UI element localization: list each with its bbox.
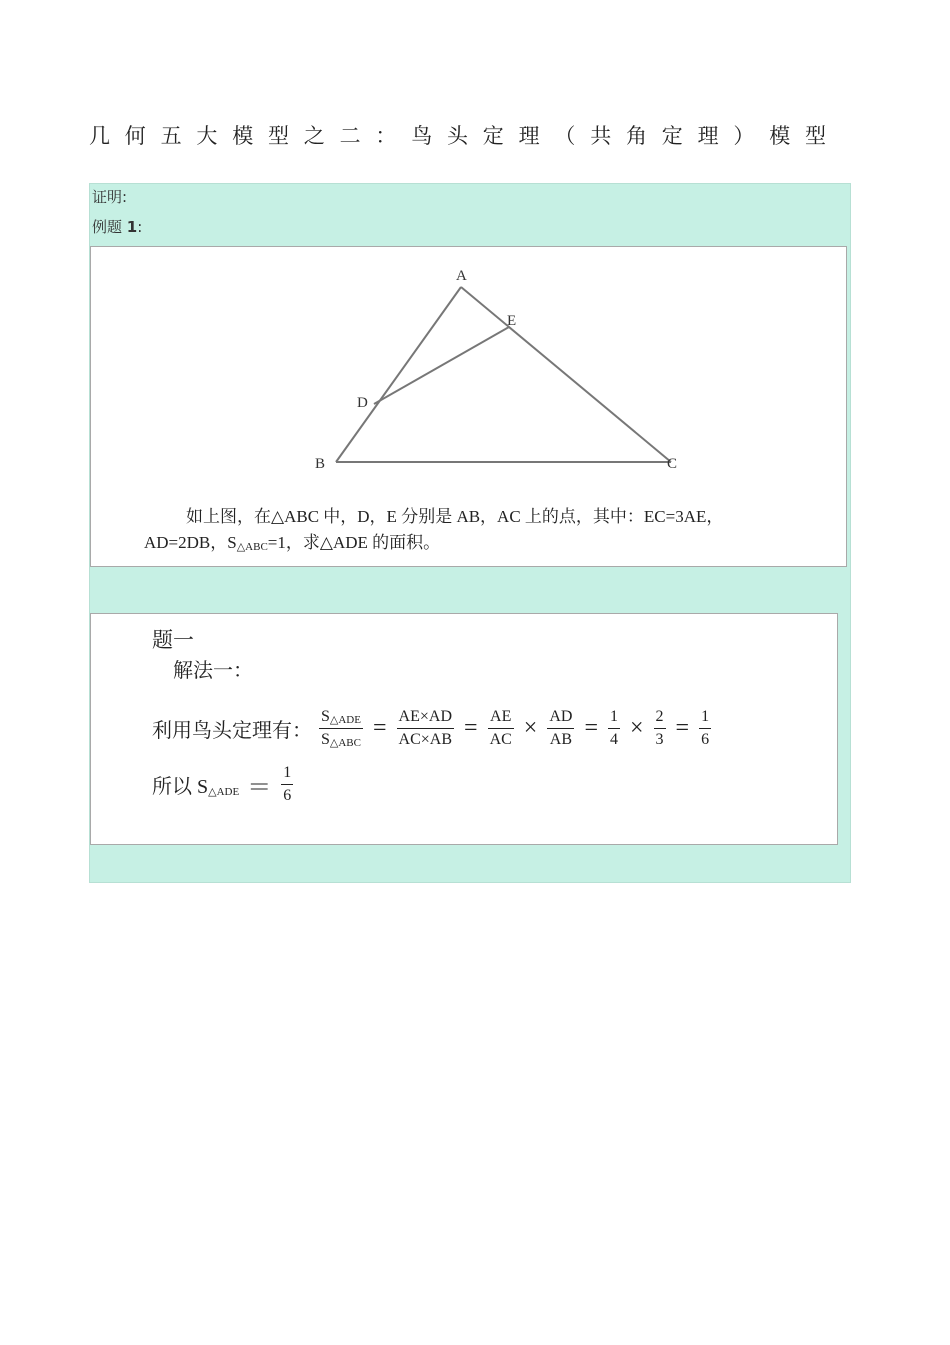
fraction-ad-ab <box>547 708 574 749</box>
side-ac <box>461 287 671 462</box>
frac-area-num-s: S <box>321 708 330 725</box>
result-den: 6 <box>283 787 292 804</box>
example-label <box>92 216 142 237</box>
equals-sign-3: = <box>584 715 598 741</box>
solution-result <box>152 764 295 805</box>
frac-sixth-num: 1 <box>699 708 711 729</box>
result-sub: △ADE <box>208 786 240 798</box>
point-c-label: C <box>667 456 678 472</box>
equals-sign-2: = <box>464 715 478 741</box>
example-label-text: 例题 <box>92 218 127 236</box>
result-num: 1 <box>281 764 293 785</box>
frac-sixth-den: 6 <box>701 731 710 748</box>
equals-sign-4: = <box>675 715 690 741</box>
frac-quarter-num: 1 <box>608 708 620 729</box>
times-sign-2: × <box>630 715 644 741</box>
frac-area-num-sub: △ADE <box>329 714 361 726</box>
solution-method: 解法一： <box>173 660 253 682</box>
fraction-one-quarter <box>608 708 620 749</box>
frac-product-den: AC×AB <box>398 731 453 748</box>
point-e-label: E <box>507 313 517 329</box>
frac-area-den-s: S <box>321 731 330 748</box>
problem-box <box>90 246 847 567</box>
frac-ad-num: AD <box>547 708 574 729</box>
problem-line-2-sub: △ABC <box>236 541 268 553</box>
problem-line-2-post: =1，求△ADE 的面积。 <box>267 533 441 552</box>
result-pre-text: 所以 S <box>152 776 209 798</box>
page-title: 几何五大模型之二：鸟头定理（共角定理）模型 <box>89 124 841 148</box>
frac-ab-den: AB <box>549 731 573 748</box>
problem-line-2-pre: AD=2DB，S <box>144 533 237 552</box>
solution-lead: 利用鸟头定理有： <box>152 720 312 742</box>
frac-product-num: AE×AD <box>397 708 454 729</box>
frac-thirds-num: 2 <box>654 708 666 729</box>
solution-box <box>90 613 838 845</box>
side-ab <box>336 287 461 462</box>
solution-equation <box>152 708 713 749</box>
result-fraction <box>281 764 293 805</box>
equals-sign-1: = <box>372 715 387 741</box>
point-b-label: B <box>315 456 326 472</box>
problem-line-2 <box>144 528 440 553</box>
content-panel <box>89 183 851 883</box>
frac-ae-num: AE <box>488 708 514 729</box>
problem-line-1: 如上图，在△ABC 中，D，E 分别是 AB，AC 上的点，其中：EC=3AE， <box>186 507 724 526</box>
solution-heading: 题一 <box>152 628 194 652</box>
example-number: 1 <box>126 218 138 236</box>
result-prefix <box>152 776 239 798</box>
segment-de <box>374 327 509 404</box>
fraction-two-thirds <box>654 708 666 749</box>
result-equals: ＝ <box>247 775 272 801</box>
frac-quarter-den: 4 <box>610 731 618 748</box>
fraction-area-ratio <box>319 708 363 749</box>
frac-area-den-sub: △ABC <box>329 737 361 749</box>
frac-thirds-den: 3 <box>655 731 664 748</box>
point-d-label: D <box>357 395 368 411</box>
proof-label: 证明: <box>92 188 128 206</box>
times-sign-1: × <box>523 715 538 741</box>
point-a-label: A <box>456 268 467 284</box>
example-colon: : <box>137 218 143 236</box>
fraction-ae-ac <box>488 708 514 749</box>
frac-ac-den: AC <box>489 731 512 748</box>
fraction-one-sixth <box>699 708 711 749</box>
fraction-product <box>397 708 454 749</box>
